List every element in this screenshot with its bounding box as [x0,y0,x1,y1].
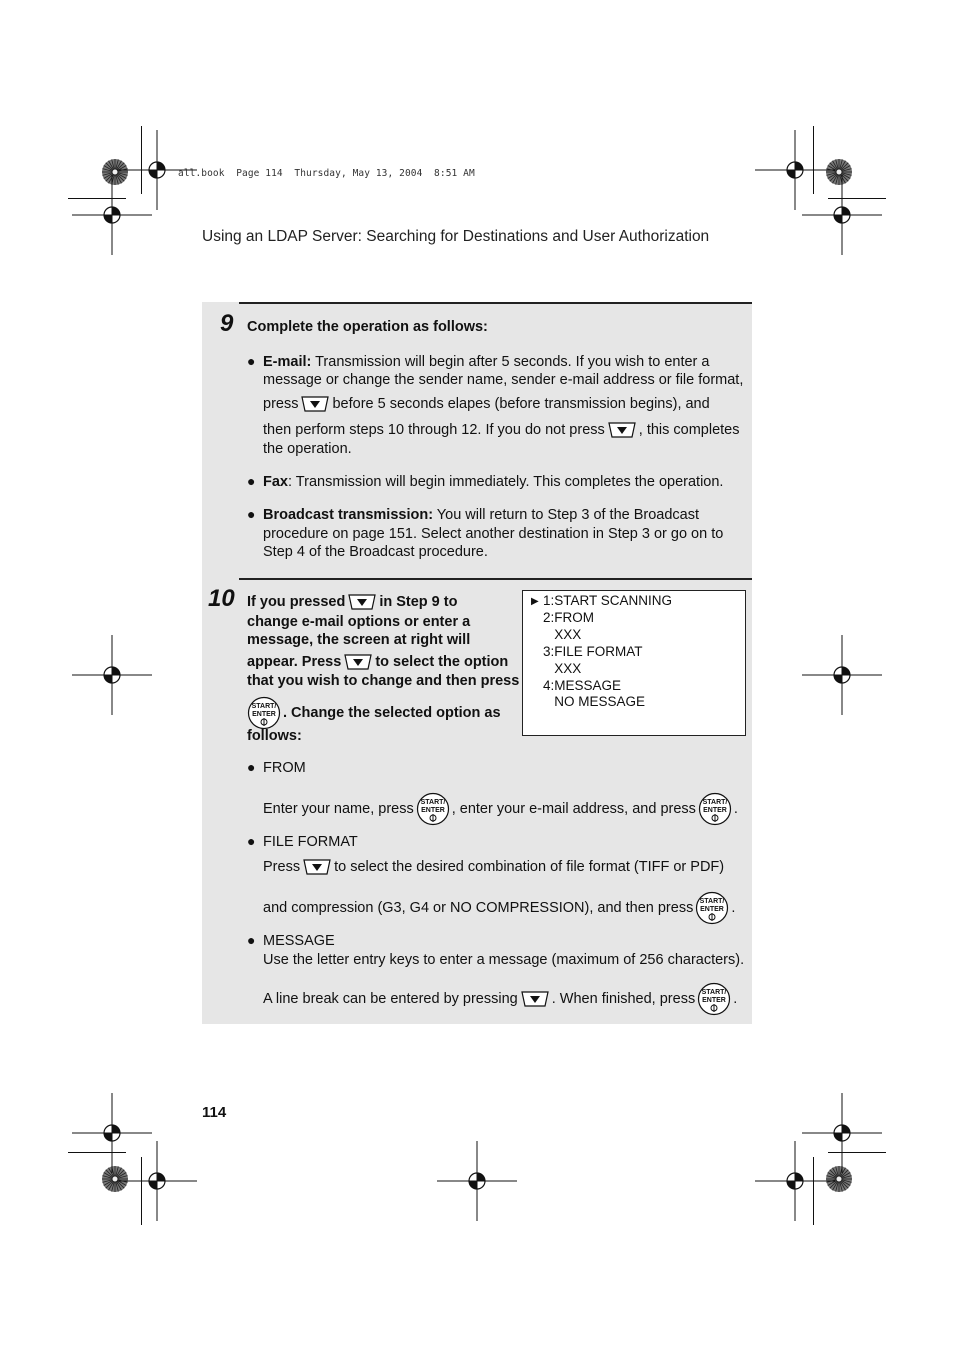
email-line3 [263,395,710,413]
email-text4b: , this completes [638,422,740,438]
email-text4a: then perform steps 10 through 12. If you do not press [263,422,605,438]
start-enter-key-icon [698,792,732,826]
fax-label: Fax [263,474,288,490]
broadcast-line1 [263,506,699,524]
from-text1a: Enter your name, press [263,800,414,817]
page-header: Using an LDAP Server: Searching for Destinations and User Authorization [202,228,710,245]
from-text1b: , enter your e-mail address, and press [451,800,696,817]
svg-text:START/: START/ [701,989,727,996]
registration-mark-icon [802,175,882,255]
page-number: 114 [202,1104,227,1121]
email-label: E-mail: [263,354,312,370]
step10-line4 [247,653,508,671]
step9-rule [239,302,752,304]
broadcast-label: Broadcast transmission: [263,507,434,523]
bullet-dot: ● [247,353,256,369]
svg-text:START/: START/ [420,799,446,806]
screen-line: XXX [543,661,582,676]
registration-mark-icon [755,1141,835,1221]
svg-text:ENTER: ENTER [252,711,276,718]
from-text1c: . [733,800,738,817]
screen-line: 1:START SCANNING [543,593,673,608]
registration-mark-icon [117,1141,197,1221]
instruction-panel [202,302,752,1024]
step10-line6 [247,696,501,730]
email-line1 [263,353,709,371]
step10-text6: . Change the selected option as [283,704,501,721]
step9-title: Complete the operation as follows: [247,319,488,335]
step10-line3: message, the screen at right will [247,632,471,648]
down-arrow-key-icon [301,396,329,412]
crop-line [828,1152,886,1153]
broadcast-line2: procedure on page 151. Select another destination in Step 3 or go on to [263,526,724,542]
screen-line: 2:FROM [543,610,595,625]
email-text3b: before 5 seconds elapes (before transmission begins), and [332,396,710,412]
start-enter-key-icon [416,792,450,826]
display-screen [522,590,746,736]
step10-line1 [247,593,457,611]
svg-text:START/: START/ [702,799,728,806]
step9-number: 9 [220,310,234,337]
screen-line: 4:MESSAGE [543,678,622,693]
down-arrow-key-icon [348,594,376,610]
broadcast-line3: Step 4 of the Broadcast procedure. [263,544,488,560]
fileformat-label: FILE FORMAT [263,834,358,850]
email-text1: Transmission will begin after 5 seconds. If you wish to enter a [311,354,710,370]
step10-line2: change e-mail options or enter a [247,614,471,630]
step10-line7: follows: [247,728,302,744]
file-slug: all.book Page 114 Thursday, May 13, 2004 8:51 AM [178,168,475,179]
start-enter-key-icon [247,696,281,730]
step10-line5: that you wish to change and then press [247,673,520,689]
svg-text:START/: START/ [699,898,725,905]
registration-mark-icon [72,175,152,255]
step10-text1a: If you pressed [247,594,346,610]
start-enter-key-icon [697,982,731,1016]
step10-text4a: appear. Press [247,654,342,670]
message-label: MESSAGE [263,933,335,949]
fax-line [263,473,723,491]
registration-mark-icon [802,635,882,715]
bullet-dot: ● [247,473,256,489]
screen-line: 3:FILE FORMAT [543,644,643,659]
from-line1 [263,792,738,826]
message-line1: Use the letter entry keys to enter a message (maximum of 256 characters). [263,952,745,968]
bullet-dot: ● [247,932,256,948]
bullet-dot: ● [247,833,256,849]
svg-text:START/: START/ [251,703,277,710]
step10-number: 10 [208,585,235,612]
fileformat-text1b: to select the desired combination of file format (TIFF or PDF) [334,859,725,875]
message-text2b: . When finished, press [551,990,696,1007]
svg-text:ENTER: ENTER [420,807,445,814]
cursor-arrow-icon: ▶ [531,596,539,607]
bullet-dot: ● [247,506,256,522]
fileformat-line2 [263,891,735,925]
crop-line [141,126,142,194]
email-line4 [263,421,740,439]
step10-text4b: to select the option [375,654,509,670]
crop-line [828,198,886,199]
email-line5: the operation. [263,441,352,457]
screen-line: XXX [543,627,582,642]
broadcast-text1: You will return to Step 3 of the Broadcast [433,507,700,523]
svg-text:ENTER: ENTER [700,906,725,913]
fileformat-text1a: Press [263,859,301,875]
fax-text: : Transmission will begin immediately. This completes the operation. [288,474,724,490]
down-arrow-key-icon [344,654,372,670]
down-arrow-key-icon [608,422,636,438]
crop-line [68,198,126,199]
start-enter-key-icon [695,891,729,925]
message-text2a: A line break can be entered by pressing [263,990,518,1007]
bullet-dot: ● [247,759,256,775]
step10-rule [239,578,752,580]
crop-line [68,1152,126,1153]
registration-mark-icon [437,1141,517,1221]
fileformat-line1 [263,858,724,876]
from-label: FROM [263,760,306,776]
message-text2c: . [733,990,738,1007]
down-arrow-key-icon [303,859,331,875]
step10-text1b: in Step 9 to [379,594,458,610]
crop-line [813,1157,814,1225]
message-line2 [263,982,737,1016]
email-text3a: press [263,396,299,412]
crop-line [141,1157,142,1225]
fileformat-text2a: and compression (G3, G4 or NO COMPRESSION), and then press [263,899,694,916]
fileformat-text2b: . [731,899,736,916]
svg-text:ENTER: ENTER [702,997,727,1004]
down-arrow-key-icon [521,991,549,1007]
crop-line [813,126,814,194]
email-line2: message or change the sender name, sender e-mail address or file format, [263,372,744,388]
svg-text:ENTER: ENTER [703,807,727,814]
registration-mark-icon [72,635,152,715]
screen-line: NO MESSAGE [543,694,646,709]
